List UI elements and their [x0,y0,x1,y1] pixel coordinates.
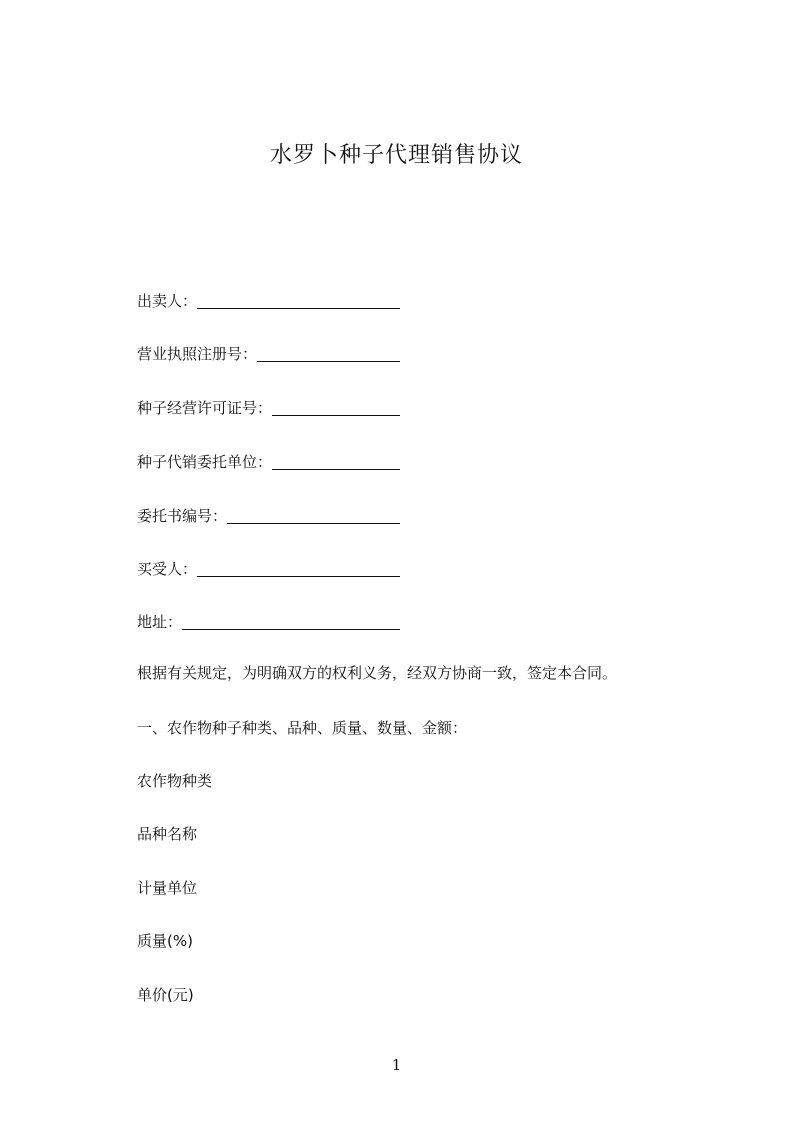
authorization-number-field [137,505,400,527]
consignor-field [137,451,400,473]
item-quality: 质量(%) [137,932,193,950]
authorization-number-blank-line [227,507,400,524]
seller-blank-line [197,292,400,309]
seed-permit-label: 种子经营许可证号： [137,399,273,417]
section-1-heading: 一、农作物种子种类、品种、质量、数量、金额： [137,719,468,737]
address-field [137,611,400,633]
buyer-field [137,558,400,580]
item-crop-type: 农作物种类 [137,772,213,790]
document-title: 水罗卜种子代理销售协议 [269,143,523,168]
seller-label: 出卖人： [137,292,198,310]
page-number: 1 [391,1056,402,1074]
business-license-blank-line [257,345,400,362]
address-label: 地址： [137,613,183,631]
buyer-label: 买受人： [137,560,198,578]
buyer-blank-line [197,560,400,577]
seed-permit-field [137,397,400,419]
seller-field [137,290,400,312]
intro-paragraph: 根据有关规定，为明确双方的权利义务，经双方协商一致，签定本合同。 [137,664,618,682]
item-unit-price: 单价(元) [137,986,194,1004]
seed-permit-blank-line [272,399,400,416]
consignor-blank-line [272,453,400,470]
authorization-number-label: 委托书编号： [137,507,228,525]
business-license-field [137,343,400,365]
business-license-label: 营业执照注册号： [137,345,258,363]
item-unit: 计量单位 [137,879,198,897]
consignor-label: 种子代销委托单位： [137,453,273,471]
item-variety-name: 品种名称 [137,825,198,843]
address-blank-line [182,613,400,630]
